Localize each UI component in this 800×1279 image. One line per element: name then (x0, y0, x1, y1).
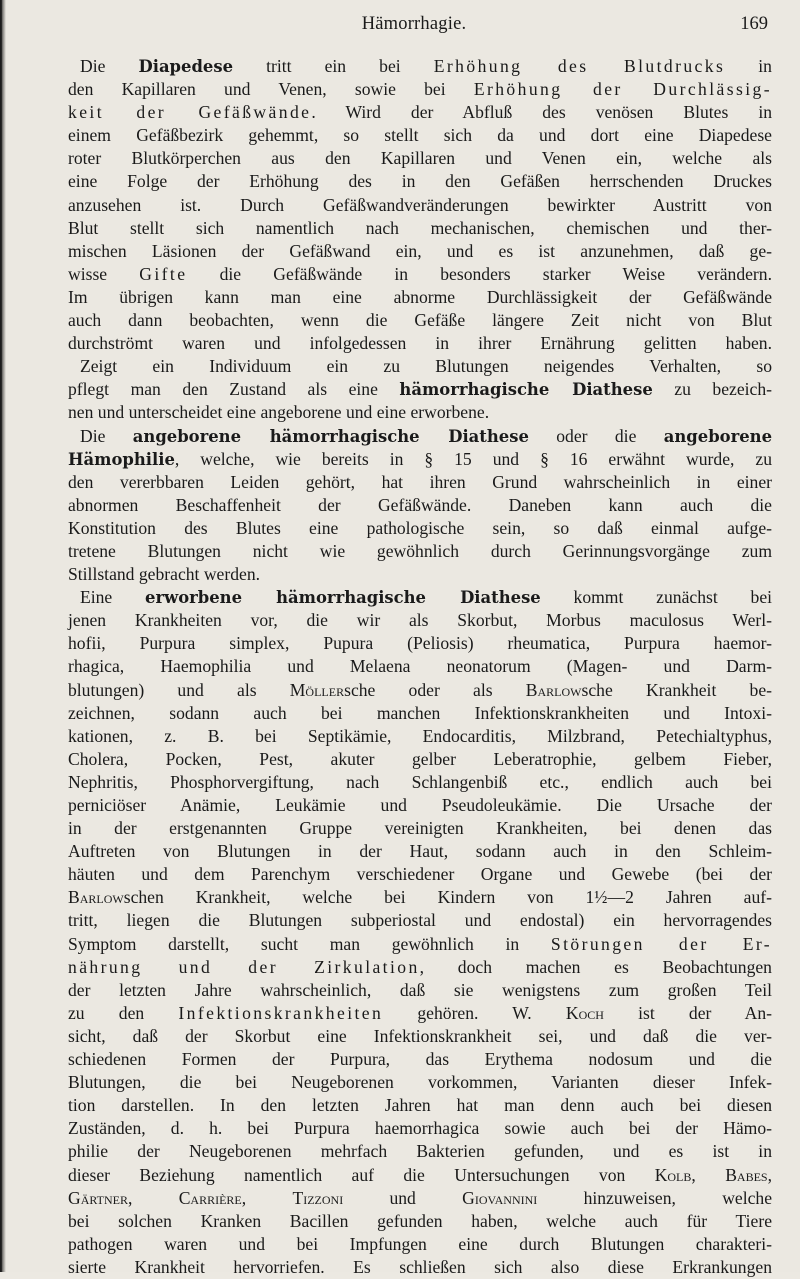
text-run: Störungen der Er- (550, 933, 773, 954)
text-run: Die (80, 56, 139, 76)
text-line (68, 1187, 772, 1210)
text-line (68, 1140, 772, 1163)
text-line (68, 794, 772, 817)
page-number: 169 (740, 14, 768, 34)
text-run: Im übrigen kann man eine abnorme Durchlässigkeit der Gefäßwände (68, 286, 772, 307)
text-run: sche oder als (344, 679, 526, 700)
text-run: Gifte (139, 263, 188, 284)
text-line (68, 1117, 772, 1140)
text-run: zu den (68, 1002, 179, 1023)
running-head: Hämorrhagie. (361, 14, 467, 34)
page-header (60, 14, 768, 44)
text-run: schen Krankheit, welche bei Kindern von 1½—2 Jahren auf- (123, 887, 772, 908)
text-line (68, 448, 772, 471)
text-run: , welche, wie bereits in § 15 und § 16 erwähnt wurde, zu (174, 448, 772, 469)
text-run: Zeigt ein Individuum ein zu Blutungen neigendes Verhalten, so (80, 356, 772, 377)
text-run: Tizzoni (292, 1187, 344, 1208)
text-run: , (241, 1187, 293, 1208)
text-line (68, 217, 772, 240)
text-run: hinzuweisen, welche (537, 1187, 773, 1208)
text-line (68, 632, 772, 655)
text-line (68, 1233, 772, 1256)
text-run: Die (80, 425, 133, 446)
text-run: sicht, daß der Skorbut eine Infektionskrankheit sei, und daß die ver- (68, 1025, 772, 1046)
text-run: und (343, 1187, 463, 1208)
text-run: mischen Läsionen der Gefäßwand ein, und es ist anzunehmen, daß ge- (68, 240, 772, 261)
text-line (68, 309, 772, 332)
text-line (68, 378, 772, 401)
text-run: roter Blutkörperchen aus den Kapillaren und Venen ein, welche als (68, 148, 772, 169)
text-run: den Kapillaren und Venen, sowie bei (68, 79, 474, 100)
text-run: ist der An- (603, 1002, 772, 1023)
text-run: einem Gefäßbezirk gehemmt, so stellt sich da und dort eine Diapedese (68, 125, 772, 146)
text-line (68, 609, 772, 632)
text-run: kationen, z. B. bei Septikämie, Endocarditis, Milzbrand, Petechialtyphus, (68, 725, 772, 746)
text-line (68, 240, 772, 263)
text-run: sierte Krankheit hervorriefen. Es schließen sich also diese Erkrankungen (68, 1256, 772, 1277)
text-line (68, 286, 772, 309)
text-run: philie der Neugeborenen mehrfach Bakterien gefunden, und es ist in (68, 1141, 772, 1162)
text-line (68, 124, 772, 147)
text-run: kommt zunächst bei (540, 587, 773, 608)
text-run: jenen Krankheiten vor, die wir als Skorbut, Morbus maculosus Werl- (68, 610, 772, 631)
text-line (68, 1071, 772, 1094)
text-run: pathogen waren und bei Impfungen eine durch Blutungen charakteri- (68, 1233, 772, 1254)
text-run: , (767, 1164, 773, 1185)
text-line (68, 540, 772, 563)
text-run: Diapedese (138, 57, 233, 76)
text-run: , doch machen es Beobachtungen (419, 956, 772, 977)
text-run: zu bezeich- (652, 379, 772, 400)
text-line (68, 1210, 772, 1233)
text-run: Erhöhung des Blutdrucks (433, 56, 726, 76)
text-run: Kolb (654, 1164, 692, 1185)
text-line (68, 817, 772, 840)
text-line (68, 147, 772, 170)
text-run: Konstitution des Blutes eine pathologische sein, so daß einmal aufge- (68, 517, 772, 538)
text-line (68, 586, 772, 609)
text-run: durchströmt waren und infolgedessen in ihrer Ernährung gelitten haben. (68, 333, 772, 354)
text-line (68, 909, 772, 932)
text-run: hofii, Purpura simplex, Pupura (Peliosis) rheumatica, Purpura haemor- (68, 633, 772, 654)
text-line (68, 771, 772, 794)
text-run: Auftreten von Blutungen in der Haut, sodann auch in den Schleim- (68, 841, 772, 862)
text-line (68, 956, 772, 979)
text-line (68, 263, 772, 286)
body-text (68, 55, 772, 1279)
text-run: , (691, 1164, 726, 1185)
text-run: nährung und der Zirkulation (68, 956, 420, 977)
text-run: . Wird der Abfluß des venösen Blutes in (311, 102, 773, 123)
text-run: der letzten Jahre wahrscheinlich, daß sie wenigstens zum großen Teil (68, 979, 772, 1000)
text-line (68, 563, 772, 586)
text-run: wisse (68, 263, 140, 284)
text-run: tritt ein bei (233, 56, 434, 76)
text-line (68, 863, 772, 886)
text-run: sche Krankheit be- (581, 679, 773, 700)
text-run: häuten und dem Parenchym verschiedener Organe und Gewebe (bei der (68, 864, 772, 885)
text-run: tritt, liegen die Blutungen subperiostal und endostal) ein hervorragendes (68, 910, 772, 931)
text-line (68, 1048, 772, 1071)
text-run: erworbene hämorrhagische Diathese (145, 588, 541, 608)
text-run: Blut stellt sich namentlich nach mechanischen, chemischen und ther- (68, 217, 772, 238)
text-line (68, 933, 772, 956)
text-run: in (725, 56, 772, 76)
text-line (68, 55, 772, 78)
text-run: Cholera, Pocken, Pest, akuter gelber Leberatrophie, gelbem Fieber, (68, 748, 772, 769)
text-line (68, 702, 772, 725)
text-run: rhagica, Haemophilia und Melaena neonatorum (Magen- und Darm- (68, 656, 772, 677)
text-run: Erhöhung der Durchlässig- (473, 79, 772, 100)
text-line (68, 840, 772, 863)
text-line (68, 1164, 772, 1187)
text-run: , (128, 1187, 179, 1208)
text-run: Barlow (68, 887, 124, 908)
text-run: schiedenen Formen der Purpura, das Erythema nodosum und die (68, 1049, 772, 1070)
text-run: den vererbbaren Leiden gehört, hat ihren Grund wahrscheinlich in einer (68, 471, 772, 492)
text-run: Eine (80, 587, 146, 608)
text-line (68, 78, 772, 101)
text-line (68, 1002, 772, 1025)
text-run: tretene Blutungen nicht wie gewöhnlich durch Gerinnungsvorgänge zum (68, 540, 772, 561)
text-line (68, 748, 772, 771)
text-line (68, 979, 772, 1002)
text-run: in der erstgenannten Gruppe vereinigten Krankheiten, bei denen das (68, 818, 772, 839)
text-run: Koch (565, 1002, 604, 1023)
text-line (68, 401, 772, 424)
text-run: oder die (528, 425, 664, 446)
text-line (68, 886, 772, 909)
text-run: Hämophilie (68, 449, 175, 469)
text-run: Blutungen, die bei Neugeborenen vorkommen, Varianten dieser Infek- (68, 1072, 772, 1093)
text-run: dieser Beziehung namentlich auf die Untersuchungen von (68, 1164, 655, 1185)
text-line (68, 679, 772, 702)
text-line (68, 101, 772, 124)
text-run: gehören. W. (383, 1002, 566, 1023)
text-run: Stillstand gebracht werden. (68, 564, 261, 585)
page-binding-edge (0, 0, 8, 1272)
text-run: Zuständen, d. h. bei Purpura haemorrhagica sowie auch bei der Hämo- (68, 1118, 772, 1139)
text-run: bei solchen Kranken Bacillen gefunden haben, welche auch für Tiere (68, 1210, 772, 1231)
text-line (68, 1094, 772, 1117)
text-run: angeborene (663, 426, 772, 446)
text-run: nen und unterscheidet eine angeborene und eine erworbene. (68, 402, 490, 423)
text-run: pflegt man den Zustand als eine (68, 379, 400, 400)
text-run: blutungen) und als (68, 679, 290, 700)
text-run: hämorrhagische Diathese (399, 380, 653, 400)
text-run: abnormen Beschaffenheit der Gefäßwände. Daneben kann auch die (68, 494, 772, 515)
text-run: anzusehen ist. Durch Gefäßwandveränderungen bewirkter Austritt von (68, 194, 772, 215)
text-line (68, 494, 772, 517)
text-run: auch dann beobachten, wenn die Gefäße längere Zeit nicht von Blut (68, 310, 772, 331)
text-run: Babes (725, 1164, 768, 1185)
text-line (68, 655, 772, 678)
text-run: eine Folge der Erhöhung des in den Gefäßen herrschenden Druckes (68, 171, 772, 192)
text-run: Gärtner (68, 1187, 128, 1208)
text-run: keit der Gefäßwände (68, 102, 312, 123)
text-line (68, 1256, 772, 1279)
text-run: die Gefäßwände in besonders starker Weise verändern. (187, 263, 772, 284)
text-run: Carrière (178, 1187, 242, 1208)
text-line (68, 425, 772, 448)
text-run: Giovannini (462, 1187, 538, 1208)
text-line (68, 1025, 772, 1048)
text-line (68, 194, 772, 217)
text-run: perniciöser Anämie, Leukämie und Pseudoleukämie. Die Ursache der (68, 795, 772, 815)
text-run: Nephritis, Phosphorvergiftung, nach Schlangenbiß etc., endlich auch bei (68, 771, 772, 792)
text-run: Symptom darstellt, sucht man gewöhnlich in (68, 933, 551, 954)
text-line (68, 725, 772, 748)
text-line (68, 170, 772, 193)
text-run: Möller (289, 679, 345, 700)
text-line (68, 471, 772, 494)
text-run: angeborene hämorrhagische Diathese (132, 426, 529, 446)
text-run: Infektionskrankheiten (178, 1002, 384, 1023)
text-run: Barlow (525, 679, 582, 700)
text-run: tion darstellen. In den letzten Jahren hat man denn auch bei diesen (68, 1095, 772, 1116)
text-line (68, 355, 772, 378)
text-line (68, 517, 772, 540)
text-line (68, 332, 772, 355)
text-run: zeichnen, sodann auch bei manchen Infektionskrankheiten und Intoxi- (68, 702, 772, 723)
